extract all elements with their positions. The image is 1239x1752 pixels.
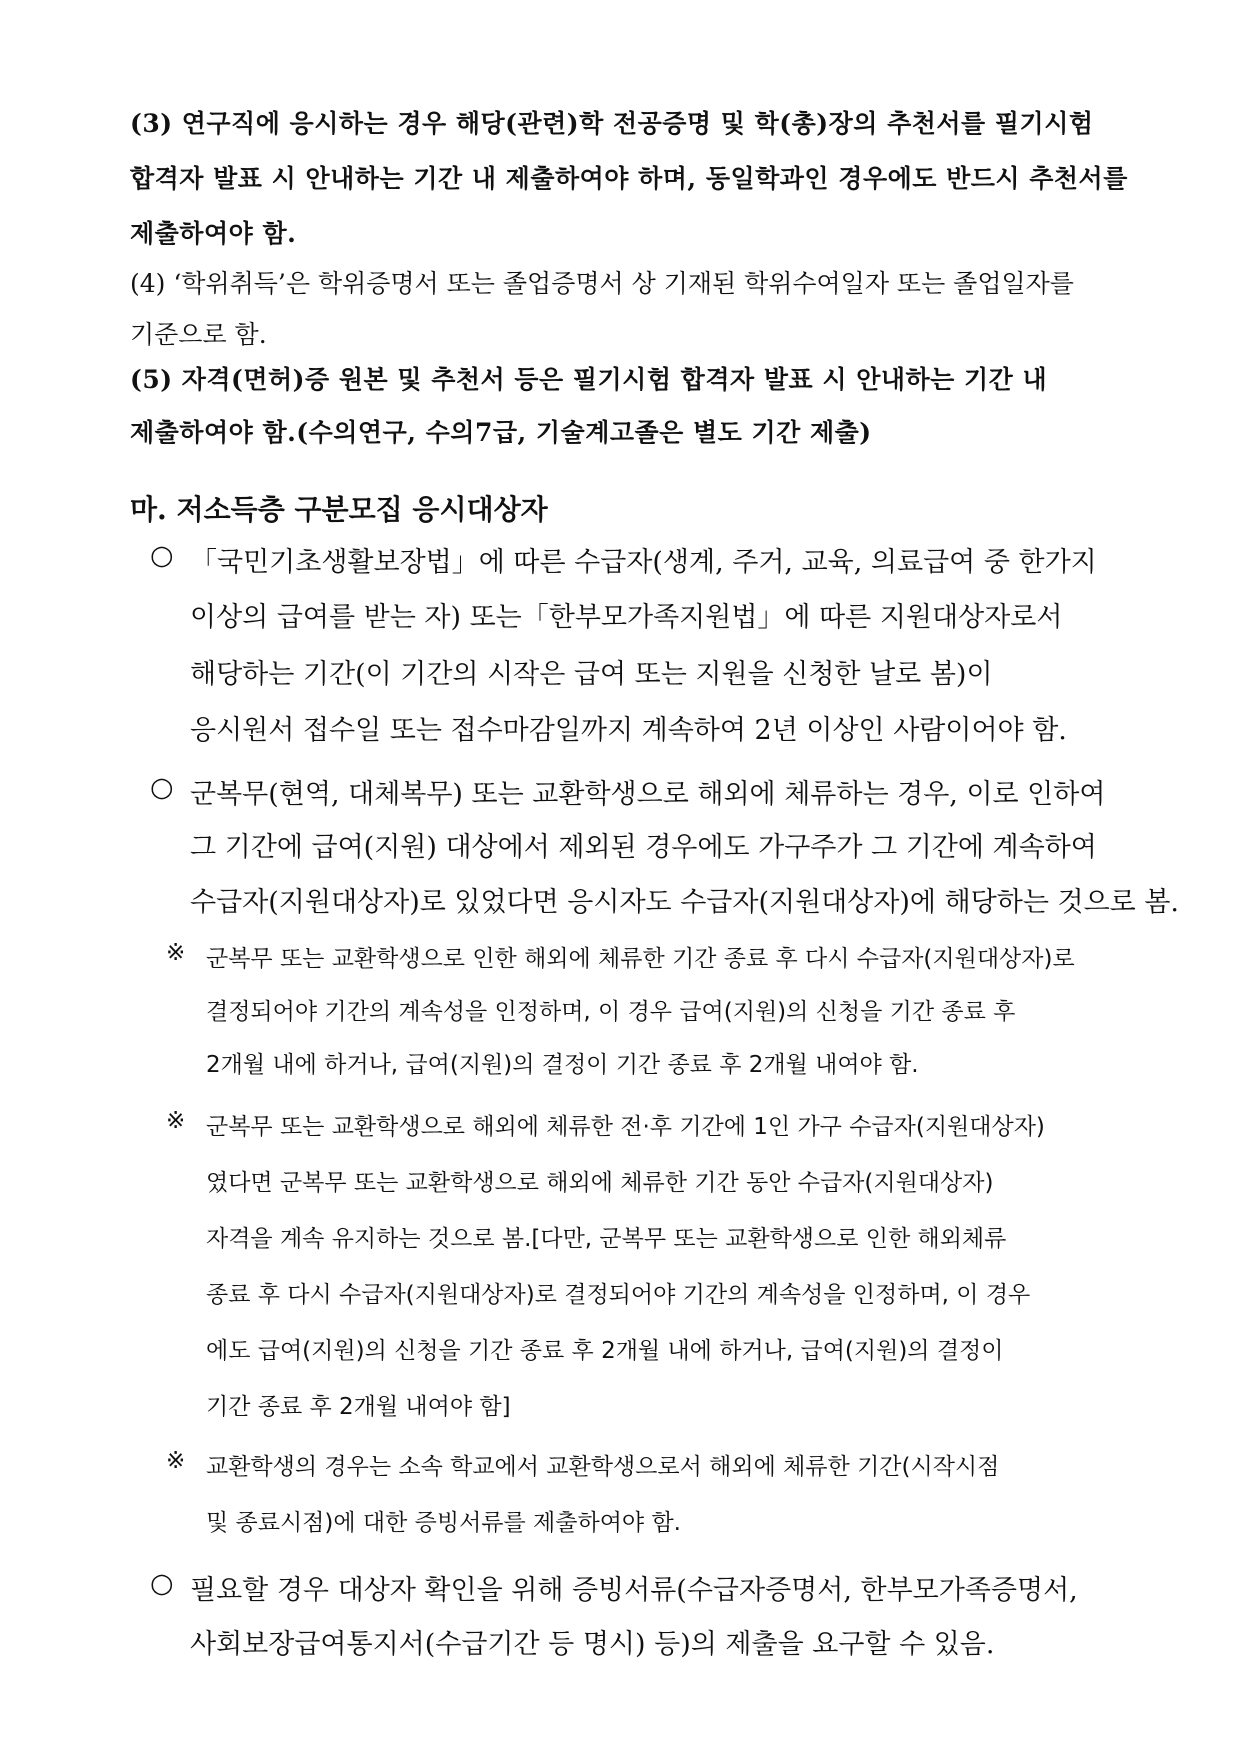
- note-2-line-5: 에도 급여(지원)의 신청을 기간 종료 후 2개월 내에 하거나, 급여(지원)의 결정이: [206, 1338, 1004, 1364]
- bullet-2-line-2: 그 기간에 급여(지원) 대상에서 제외된 경우에도 가구주가 그 기간에 계속하여: [190, 832, 1097, 863]
- bullet-3-marker: ○: [150, 1568, 174, 1599]
- bullet-3-line-2: 사회보장급여통지서(수급기간 등 명시) 등)의 제출을 요구할 수 있음.: [190, 1629, 995, 1660]
- bullet-2-line-1: 군복무(현역, 대체복무) 또는 교환학생으로 해외에 체류하는 경우, 이로 인하여: [190, 779, 1106, 810]
- item-4-line-2: 기준으로 함.: [130, 320, 267, 349]
- note-2-line-3: 자격을 계속 유지하는 것으로 봄.[다만, 군복무 또는 교환학생으로 인한 해외체류: [206, 1226, 1007, 1252]
- section-title: 마. 저소득층 구분모집 응시대상자: [130, 493, 548, 526]
- bullet-2-marker: ○: [150, 772, 174, 803]
- bullet-1-line-2: 이상의 급여를 받는 자) 또는「한부모가족지원법」에 따른 지원대상자로서: [190, 602, 1063, 633]
- note-1-line-1: 군복무 또는 교환학생으로 인한 해외에 체류한 기간 종료 후 다시 수급자(지원대상자)로: [206, 946, 1075, 972]
- bullet-1-marker: ○: [150, 540, 174, 571]
- note-2-line-1: 군복무 또는 교환학생으로 해외에 체류한 전·후 기간에 1인 가구 수급자(지원대상자): [206, 1114, 1045, 1140]
- item-5-line-1: (5) 자격(면허)증 원본 및 추천서 등은 필기시험 합격자 발표 시 안내하는 기간 내: [130, 365, 1048, 394]
- note-1-marker: ※: [166, 940, 186, 966]
- item-3-line-3: 제출하여야 함.: [130, 219, 297, 248]
- item-3-line-1: (3) 연구직에 응시하는 경우 해당(관련)학 전공증명 및 학(총)장의 추천서를 필기시험: [130, 109, 1094, 138]
- bullet-1-line-4: 응시원서 접수일 또는 접수마감일까지 계속하여 2년 이상인 사람이어야 함.: [190, 715, 1067, 746]
- note-3-line-2: 및 종료시점)에 대한 증빙서류를 제출하여야 함.: [206, 1510, 681, 1536]
- item-4-line-1: (4) ‘학위취득’은 학위증명서 또는 졸업증명서 상 기재된 학위수여일자 또는 졸업일자를: [130, 269, 1074, 298]
- item-3-line-2: 합격자 발표 시 안내하는 기간 내 제출하여야 하며, 동일학과인 경우에도 반드시 추천서를: [130, 164, 1128, 193]
- note-3-line-1: 교환학생의 경우는 소속 학교에서 교환학생으로서 해외에 체류한 기간(시작시점: [206, 1454, 1000, 1480]
- item-5-line-2: 제출하여야 함.(수의연구, 수의7급, 기술계고졸은 별도 기간 제출): [130, 418, 872, 447]
- note-1-line-2: 결정되어야 기간의 계속성을 인정하며, 이 경우 급여(지원)의 신청을 기간 종료 후: [206, 999, 1016, 1025]
- note-3-marker: ※: [166, 1448, 186, 1474]
- bullet-1-line-1: 「국민기초생활보장법」에 따른 수급자(생계, 주거, 교육, 의료급여 중 한가지: [190, 547, 1097, 578]
- note-1-line-3: 2개월 내에 하거나, 급여(지원)의 결정이 기간 종료 후 2개월 내여야 함.: [206, 1052, 919, 1078]
- bullet-3-line-1: 필요할 경우 대상자 확인을 위해 증빙서류(수급자증명서, 한부모가족증명서,: [190, 1575, 1078, 1606]
- bullet-2-line-3: 수급자(지원대상자)로 있었다면 응시자도 수급자(지원대상자)에 해당하는 것으로 봄.: [190, 887, 1179, 918]
- note-2-line-6: 기간 종료 후 2개월 내여야 함]: [206, 1394, 511, 1420]
- bullet-1-line-3: 해당하는 기간(이 기간의 시작은 급여 또는 지원을 신청한 날로 봄)이: [190, 659, 993, 690]
- note-2-marker: ※: [166, 1108, 186, 1134]
- note-2-line-4: 종료 후 다시 수급자(지원대상자)로 결정되어야 기간의 계속성을 인정하며, 이 경우: [206, 1282, 1031, 1308]
- note-2-line-2: 였다면 군복무 또는 교환학생으로 해외에 체류한 기간 동안 수급자(지원대상자): [206, 1170, 994, 1196]
